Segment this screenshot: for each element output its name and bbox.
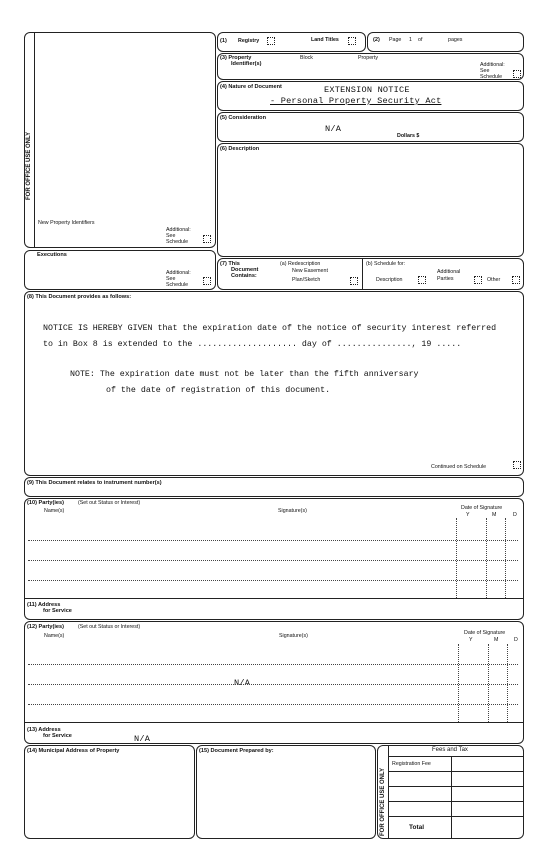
box3-schedule: Schedule	[480, 74, 503, 80]
sched-other-label: Other	[487, 277, 501, 283]
box6-label: (6) Description	[220, 146, 260, 152]
box8-provisions	[24, 291, 524, 476]
box12-label: (12) Party(ies)	[27, 624, 64, 630]
sched-additional-label: Additional	[437, 269, 461, 275]
box12-row3	[28, 704, 518, 705]
box1-label: (1)	[220, 38, 227, 44]
exec-schedule-label: Schedule	[166, 282, 189, 288]
box7-label: (7) This	[220, 261, 240, 267]
nature-line1: EXTENSION NOTICE	[324, 85, 410, 95]
box3-label: (3) Property	[220, 55, 252, 61]
box3-label2: Identifier(s)	[231, 61, 262, 67]
box12-date-col2	[488, 644, 489, 722]
registration-fee-label: Registration Fee	[392, 761, 431, 767]
see-label: See	[166, 233, 176, 239]
dollars-label: Dollars $	[397, 133, 420, 139]
provision-line2: to in Box 8 is extended to the .................... day of ..............., 19 .....	[43, 340, 462, 349]
npi-schedule-checkbox[interactable]	[203, 235, 211, 243]
box12-y: Y	[469, 637, 473, 643]
nature-line2: - Personal Property Security Act	[270, 96, 442, 106]
box10-sub: (Set out Status or Interest)	[78, 500, 141, 506]
box10-signature: Signature(s)	[278, 508, 307, 514]
box10-date: Date of Signature	[461, 505, 503, 511]
registry-label: Registry	[238, 38, 260, 44]
office-use-divider	[34, 32, 35, 248]
box10-row-end	[24, 598, 524, 599]
box12-signature: Signature(s)	[279, 633, 308, 639]
fees-office-divider	[388, 745, 389, 839]
continued-checkbox[interactable]	[513, 461, 521, 469]
total-label: Total	[409, 824, 425, 831]
box10-m: M	[492, 512, 497, 518]
sched-parties-label: Parties	[437, 276, 454, 282]
of-label: of	[418, 37, 423, 43]
exec-schedule-checkbox[interactable]	[203, 277, 211, 285]
fees-row0	[388, 756, 524, 757]
sched-other-checkbox[interactable]	[512, 276, 520, 284]
fees-row4	[388, 816, 524, 817]
box10-date-col1	[456, 518, 457, 598]
redescription-checkbox[interactable]	[350, 277, 358, 285]
box12-m: M	[494, 637, 499, 643]
box13-label2: for Service	[43, 733, 72, 739]
box7-label3: Contains:	[231, 273, 257, 279]
box11-label: (11) Address	[27, 602, 61, 608]
box10-y: Y	[466, 512, 470, 518]
pages-label: pages	[448, 37, 463, 43]
office-use-box	[24, 32, 216, 248]
note-line2: of the date of registration of this document.	[106, 386, 331, 395]
property-label: Property	[358, 55, 379, 61]
sched-parties-checkbox[interactable]	[474, 276, 482, 284]
box12-value: N/A	[234, 678, 251, 688]
schedule-label: Schedule	[166, 239, 189, 245]
box12-parties	[24, 621, 524, 744]
fees-row2	[388, 786, 524, 787]
page-label: Page	[389, 37, 402, 43]
new-property-identifiers-label: New Property Identifiers	[38, 220, 95, 226]
exec-additional-label: Additional:	[166, 270, 191, 276]
box12-d: D	[514, 637, 518, 643]
box2-label: (2)	[373, 37, 380, 43]
redescription-label: (a) Redescription	[280, 261, 321, 267]
box10-names: Name(s)	[44, 508, 65, 514]
box3-schedule-checkbox[interactable]	[513, 70, 521, 78]
box5-label: (5) Consideration	[220, 115, 266, 121]
box3-see: See	[480, 68, 490, 74]
page-number: 1	[409, 37, 412, 43]
continued-on-schedule: Continued on Schedule	[431, 464, 487, 470]
box15-prepared-by	[196, 745, 376, 839]
additional-label: Additional:	[166, 227, 191, 233]
fees-title: Fees and Tax	[432, 747, 468, 753]
box12-row1	[28, 664, 518, 665]
plan-sketch-label: Plan/Sketch	[292, 277, 321, 283]
exec-see-label: See	[166, 276, 176, 282]
registry-checkbox[interactable]	[267, 37, 275, 45]
box12-sub: (Set out Status or Interest)	[78, 624, 141, 630]
box12-row-end	[24, 722, 524, 723]
box14-municipal-address	[24, 745, 195, 839]
land-titles-checkbox[interactable]	[348, 37, 356, 45]
executions-label: Executions	[37, 252, 67, 258]
box12-date-col3	[507, 644, 508, 722]
block-label: Block	[300, 55, 313, 61]
box7-divider	[362, 258, 363, 290]
box10-date-col2	[486, 518, 487, 598]
box8-label: (8) This Document provides as follows:	[27, 294, 132, 300]
box11-label2: for Service	[43, 608, 72, 614]
box13-value: N/A	[134, 734, 151, 744]
schedule-for-label: (b) Schedule for:	[366, 261, 406, 267]
box15-label: (15) Document Prepared by:	[199, 748, 274, 754]
box14-label: (14) Municipal Address of Property	[27, 748, 120, 754]
new-easement-label: New Easement	[292, 268, 328, 274]
sched-description-checkbox[interactable]	[418, 276, 426, 284]
box12-date-col1	[458, 644, 459, 722]
fees-office-label: FOR OFFICE USE ONLY	[380, 767, 386, 836]
box13-label: (13) Address	[27, 727, 61, 733]
box7-label2: Document	[231, 267, 259, 273]
box10-row2	[28, 560, 518, 561]
box12-names: Name(s)	[44, 633, 65, 639]
box6-description	[217, 143, 524, 257]
box10-row3	[28, 580, 518, 581]
land-titles-label: Land Titles	[311, 37, 339, 43]
sched-description-label: Description	[376, 277, 403, 283]
fees-col	[451, 756, 452, 839]
box10-d: D	[513, 512, 517, 518]
box9-label: (9) This Document relates to instrument number(s)	[27, 480, 162, 486]
box10-parties	[24, 498, 524, 620]
fees-row3	[388, 801, 524, 802]
box4-label: (4) Nature of Document	[220, 84, 282, 90]
note-line1: NOTE: The expiration date must not be later than the fifth anniversary	[70, 370, 419, 379]
box10-row1	[28, 540, 518, 541]
office-use-label: FOR OFFICE USE ONLY	[26, 131, 32, 200]
provision-line1: NOTICE IS HEREBY GIVEN that the expiration date of the notice of security interest referred	[43, 324, 497, 333]
box10-label: (10) Party(ies)	[27, 500, 64, 506]
box10-date-col3	[505, 518, 506, 598]
consideration-value: N/A	[325, 124, 342, 134]
box12-date: Date of Signature	[464, 630, 506, 636]
box3-additional: Additional:	[480, 62, 505, 68]
fees-row1	[388, 771, 524, 772]
box12-row2	[28, 684, 518, 685]
